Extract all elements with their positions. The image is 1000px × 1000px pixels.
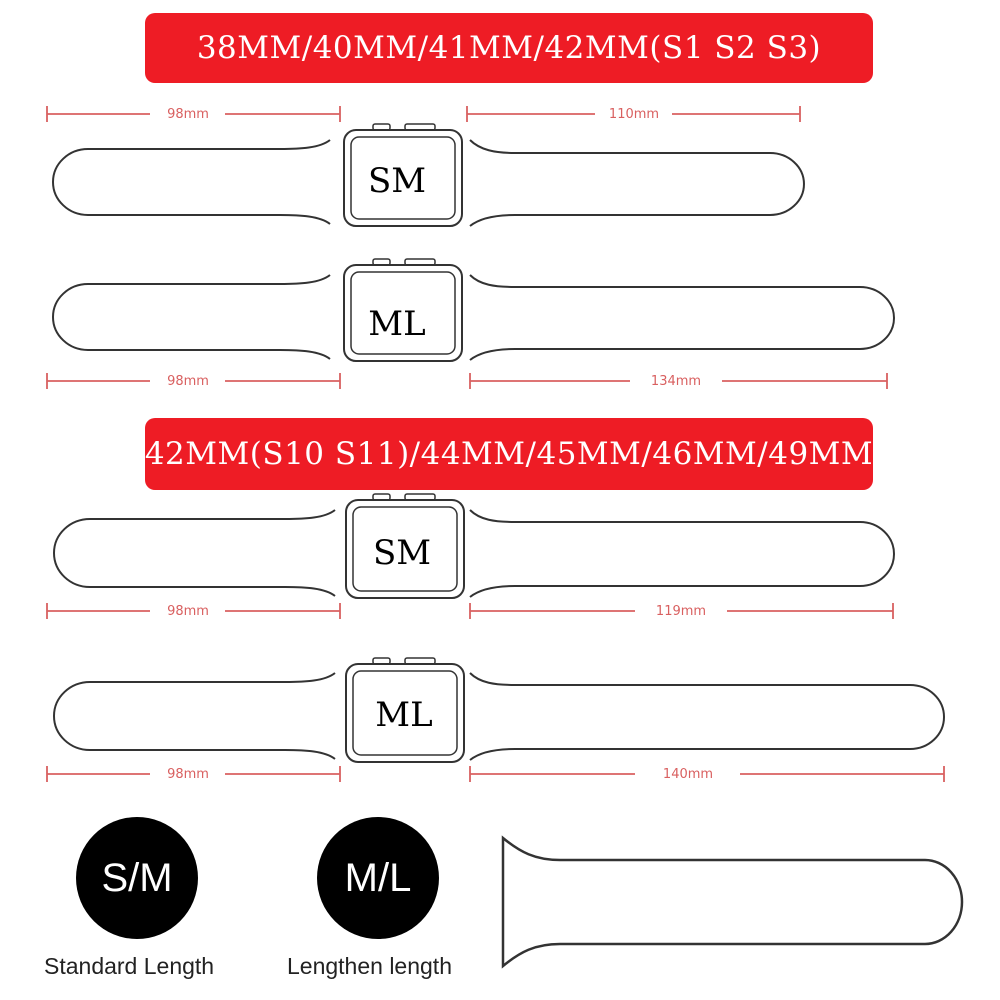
band-g2-sm [54, 494, 894, 598]
band-g2-ml [54, 658, 944, 762]
band-short-strap [54, 510, 335, 596]
case-label-g1-sm: SM [367, 161, 427, 201]
band-short-strap [53, 140, 330, 224]
dimension-label-g2-sm-left: 98mm [167, 604, 209, 619]
band-long-strap [470, 140, 804, 226]
dimension-label-g2-ml-right: 140mm [662, 767, 714, 782]
dimension-label-g1-ml-left: 98mm [167, 374, 209, 389]
case-label-g2-ml: ML [375, 695, 433, 735]
band-short-strap [54, 673, 335, 759]
band-g1-ml [53, 259, 894, 361]
band-long-strap [470, 510, 894, 597]
size-range-banner-top: 38MM/40MM/41MM/42MM(S1 S2 S3) [145, 13, 873, 83]
band-g1-sm [53, 124, 804, 226]
dimension-label-g2-sm-right: 119mm [655, 604, 707, 619]
band-short-strap [53, 275, 330, 359]
dimension-label-g1-sm-left: 98mm [167, 107, 209, 122]
size-range-banner-bottom: 42MM(S10 S11)/44MM/45MM/46MM/49MM [145, 418, 873, 490]
legend-long-strap [503, 838, 962, 966]
standard-size-badge: S/M [76, 817, 198, 939]
band-long-strap [470, 673, 944, 760]
standard-length-caption: Standard Length [44, 953, 215, 979]
case-label-g2-sm: SM [372, 533, 432, 573]
lengthen-length-caption: Lengthen length [287, 953, 452, 979]
dimension-label-g1-ml-right: 134mm [650, 374, 702, 389]
dimension-label-g1-sm-right: 110mm [608, 107, 660, 122]
lengthen-size-badge: M/L [317, 817, 439, 939]
dimension-label-g2-ml-left: 98mm [167, 767, 209, 782]
case-label-g1-ml: ML [368, 304, 426, 344]
band-long-strap [470, 275, 894, 360]
